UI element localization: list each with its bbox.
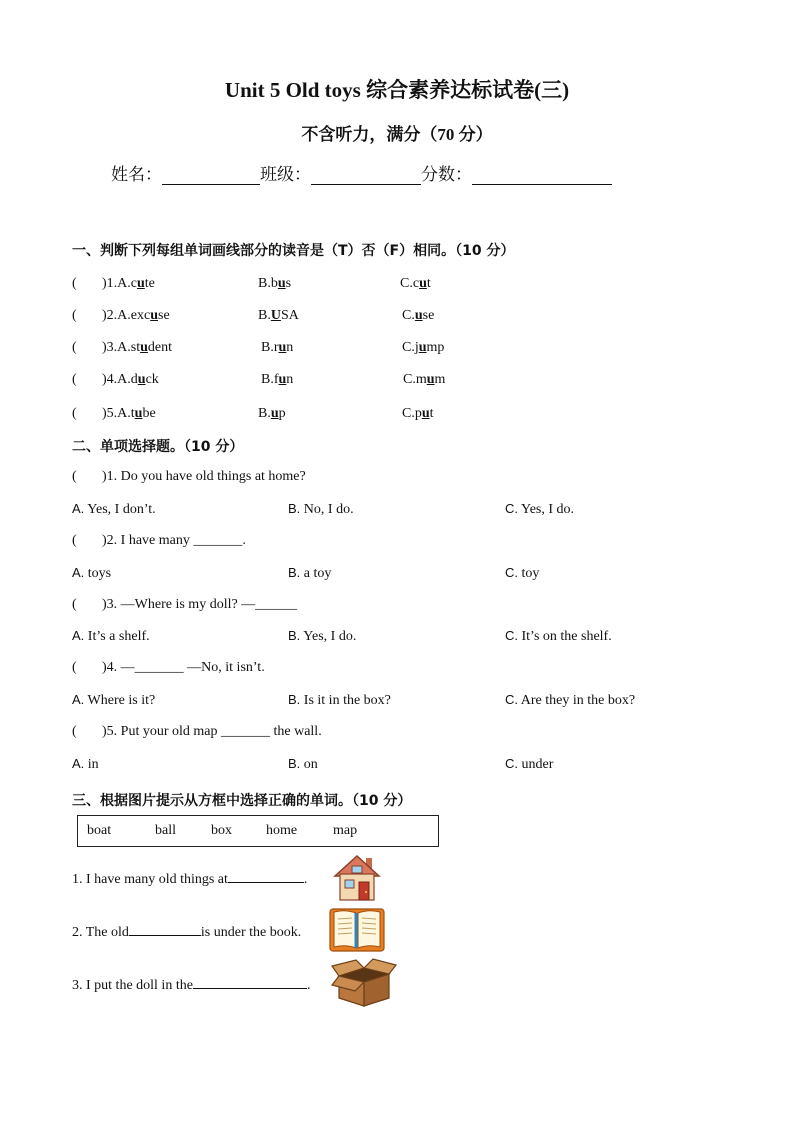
phonics-item-1 bbox=[72, 276, 155, 292]
option-label: B. bbox=[288, 756, 301, 771]
phonics-option-b bbox=[261, 340, 293, 356]
word-part: p bbox=[278, 406, 286, 421]
option-label: C. bbox=[505, 692, 518, 707]
word-part: C. bbox=[402, 308, 415, 323]
phonics-item-4 bbox=[72, 372, 159, 388]
fill-item-text: 2. The old bbox=[72, 925, 129, 940]
word-bank-item: box bbox=[211, 823, 232, 838]
word-part: exc bbox=[130, 308, 151, 323]
option-b[interactable] bbox=[288, 756, 318, 773]
underlined-letter: u bbox=[426, 372, 435, 387]
student-info-row bbox=[111, 160, 612, 185]
fill-item-1 bbox=[72, 868, 307, 888]
question-stem: )4. —_______ —No, it isn’t. bbox=[102, 660, 265, 675]
word-part: t bbox=[130, 406, 135, 421]
option-a[interactable] bbox=[72, 565, 111, 582]
phonics-item-2 bbox=[72, 308, 170, 324]
answer-paren[interactable]: ( bbox=[72, 308, 77, 323]
answer-paren[interactable]: ( bbox=[72, 276, 77, 291]
option-text: toys bbox=[87, 566, 112, 581]
option-c[interactable] bbox=[505, 565, 539, 582]
underlined-letter: U bbox=[270, 308, 281, 323]
answer-blank[interactable] bbox=[193, 974, 307, 989]
word-part: B. bbox=[258, 308, 271, 323]
option-text: It’s a shelf. bbox=[87, 629, 150, 644]
underlined-letter: u bbox=[421, 406, 430, 421]
option-text: Is it in the box? bbox=[303, 693, 391, 708]
question-stem: )2. I have many _______. bbox=[102, 533, 246, 548]
underlined-letter: u bbox=[414, 308, 423, 323]
option-label: C. bbox=[505, 501, 518, 516]
word-part: t bbox=[429, 406, 434, 421]
option-text: under bbox=[521, 757, 554, 772]
option-label: C. bbox=[505, 628, 518, 643]
option-b[interactable] bbox=[288, 692, 391, 709]
option-c[interactable] bbox=[505, 501, 574, 518]
phonics-option-c bbox=[400, 276, 431, 292]
option-label: B. bbox=[288, 501, 301, 516]
word-part: dent bbox=[147, 340, 173, 355]
word-part: ck bbox=[145, 372, 159, 387]
word-bank-item: ball bbox=[155, 823, 176, 838]
fill-item-2 bbox=[72, 921, 301, 941]
option-text: in bbox=[87, 757, 99, 772]
answer-paren[interactable]: ( bbox=[72, 372, 77, 387]
word-part: te bbox=[144, 276, 155, 291]
underlined-letter: u bbox=[150, 308, 159, 323]
option-c[interactable] bbox=[505, 756, 553, 773]
underlined-letter: u bbox=[137, 372, 146, 387]
phonics-option-c bbox=[402, 406, 434, 422]
class-label: 班级： bbox=[260, 165, 311, 185]
word-bank-item: boat bbox=[87, 823, 112, 838]
word-part: s bbox=[285, 276, 292, 291]
option-text: Yes, I do. bbox=[520, 502, 575, 517]
mc-question-3 bbox=[72, 597, 297, 613]
fill-item-text: 1. I have many old things at bbox=[72, 872, 228, 887]
book-icon bbox=[329, 906, 385, 952]
option-a[interactable] bbox=[72, 692, 155, 709]
score-field[interactable] bbox=[472, 166, 612, 185]
option-text: Where is it? bbox=[87, 693, 156, 708]
mc-question-4 bbox=[72, 660, 265, 676]
underlined-letter: u bbox=[278, 340, 287, 355]
option-a[interactable] bbox=[72, 501, 156, 518]
item-number: )2.A. bbox=[102, 308, 131, 323]
answer-paren[interactable]: ( bbox=[72, 340, 77, 355]
question-stem: )5. Put your old map _______ the wall. bbox=[102, 724, 322, 739]
option-label: B. bbox=[288, 628, 301, 643]
page-title: Unit 5 Old toys 综合素养达标试卷(三) bbox=[224, 78, 570, 102]
word-part: d bbox=[130, 372, 138, 387]
option-b[interactable] bbox=[288, 565, 331, 582]
option-label: B. bbox=[288, 565, 301, 580]
word-part: n bbox=[286, 372, 294, 387]
word-part: C.m bbox=[403, 372, 427, 387]
underlined-letter: u bbox=[418, 340, 427, 355]
score-label: 分数： bbox=[421, 165, 472, 185]
phonics-option-c bbox=[402, 308, 434, 324]
fill-item-text: is under the book. bbox=[200, 925, 302, 940]
option-c[interactable] bbox=[505, 692, 635, 709]
word-part: mp bbox=[426, 340, 445, 355]
option-text: a toy bbox=[303, 566, 332, 581]
phonics-option-b bbox=[258, 276, 291, 292]
option-text: It’s on the shelf. bbox=[521, 629, 612, 644]
section2-heading: 二、单项选择题。（10 分） bbox=[72, 439, 244, 455]
word-part: t bbox=[426, 276, 431, 291]
option-label: A. bbox=[72, 692, 85, 707]
fill-item-text: 3. I put the doll in the bbox=[72, 978, 193, 993]
section3-heading: 三、根据图片提示从方框中选择正确的单词。（10 分） bbox=[72, 793, 412, 809]
word-part: B.b bbox=[258, 276, 278, 291]
option-text: Yes, I don’t. bbox=[87, 502, 156, 517]
word-part: B. bbox=[258, 406, 271, 421]
option-text: No, I do. bbox=[303, 502, 354, 517]
item-number: )3.A. bbox=[102, 340, 131, 355]
option-text: Yes, I do. bbox=[303, 629, 357, 644]
underlined-letter: u bbox=[140, 340, 148, 355]
name-field[interactable] bbox=[162, 166, 260, 185]
option-label: B. bbox=[288, 692, 301, 707]
word-bank-box bbox=[77, 815, 439, 847]
mc-question-2 bbox=[72, 533, 246, 549]
underlined-letter: u bbox=[270, 406, 279, 421]
word-part: SA bbox=[280, 308, 299, 323]
answer-paren[interactable]: ( bbox=[72, 533, 77, 548]
option-text: toy bbox=[521, 566, 540, 581]
class-field[interactable] bbox=[311, 166, 421, 185]
mc-question-5 bbox=[72, 724, 322, 740]
option-b[interactable] bbox=[288, 501, 354, 518]
fill-item-text: . bbox=[306, 978, 311, 993]
answer-blank[interactable] bbox=[228, 868, 304, 883]
word-part: se bbox=[158, 308, 170, 323]
phonics-option-b bbox=[258, 406, 286, 422]
phonics-item-5 bbox=[72, 406, 156, 422]
option-label: C. bbox=[505, 565, 518, 580]
option-a[interactable] bbox=[72, 628, 150, 645]
item-number: )1.A. bbox=[102, 276, 131, 291]
answer-blank[interactable] bbox=[129, 921, 201, 936]
option-label: A. bbox=[72, 565, 85, 580]
underlined-letter: u bbox=[134, 406, 143, 421]
section1-heading: 一、判断下列每组单词画线部分的读音是（T）否（F）相同。（10 分） bbox=[72, 243, 515, 259]
page-subtitle: 不含听力，满分（70 分） bbox=[301, 125, 493, 144]
item-number: )4.A. bbox=[102, 372, 131, 387]
option-b[interactable] bbox=[288, 628, 356, 645]
answer-paren[interactable]: ( bbox=[72, 724, 77, 739]
word-part: B.r bbox=[261, 340, 279, 355]
word-part: C.p bbox=[402, 406, 422, 421]
word-part: C.j bbox=[402, 340, 419, 355]
answer-paren[interactable]: ( bbox=[72, 597, 77, 612]
option-label: C. bbox=[505, 756, 518, 771]
underlined-letter: u bbox=[419, 276, 427, 291]
phonics-option-c bbox=[403, 372, 445, 388]
option-c[interactable] bbox=[505, 628, 612, 645]
word-bank-item: home bbox=[266, 823, 298, 838]
fill-item-3 bbox=[72, 974, 310, 994]
word-part: st bbox=[130, 340, 141, 355]
phonics-option-c bbox=[402, 340, 444, 356]
word-part: be bbox=[142, 406, 156, 421]
option-text: on bbox=[303, 757, 318, 772]
mc-question-1 bbox=[72, 469, 306, 485]
box-icon bbox=[331, 958, 397, 1008]
word-part: se bbox=[422, 308, 435, 323]
option-a[interactable] bbox=[72, 756, 99, 773]
name-label: 姓名： bbox=[111, 165, 162, 185]
phonics-option-b bbox=[261, 372, 293, 388]
word-bank-item: map bbox=[333, 823, 358, 838]
house-icon bbox=[332, 852, 382, 902]
question-stem: )3. —Where is my doll? —______ bbox=[102, 597, 298, 612]
fill-item-text: . bbox=[303, 872, 308, 887]
word-part: c bbox=[130, 276, 137, 291]
underlined-letter: u bbox=[137, 276, 145, 291]
answer-paren[interactable]: ( bbox=[72, 406, 77, 421]
phonics-item-3 bbox=[72, 340, 172, 356]
word-part: B.f bbox=[261, 372, 279, 387]
answer-paren[interactable]: ( bbox=[72, 660, 77, 675]
word-part: n bbox=[286, 340, 294, 355]
option-label: A. bbox=[72, 501, 85, 516]
option-text: Are they in the box? bbox=[520, 693, 636, 708]
phonics-option-b bbox=[258, 308, 299, 324]
underlined-letter: u bbox=[278, 372, 287, 387]
option-label: A. bbox=[72, 756, 85, 771]
answer-paren[interactable]: ( bbox=[72, 469, 77, 484]
word-part: C.c bbox=[400, 276, 420, 291]
underlined-letter: u bbox=[277, 276, 286, 291]
word-part: m bbox=[434, 372, 446, 387]
item-number: )5.A. bbox=[102, 406, 131, 421]
option-label: A. bbox=[72, 628, 85, 643]
question-stem: )1. Do you have old things at home? bbox=[102, 469, 306, 484]
